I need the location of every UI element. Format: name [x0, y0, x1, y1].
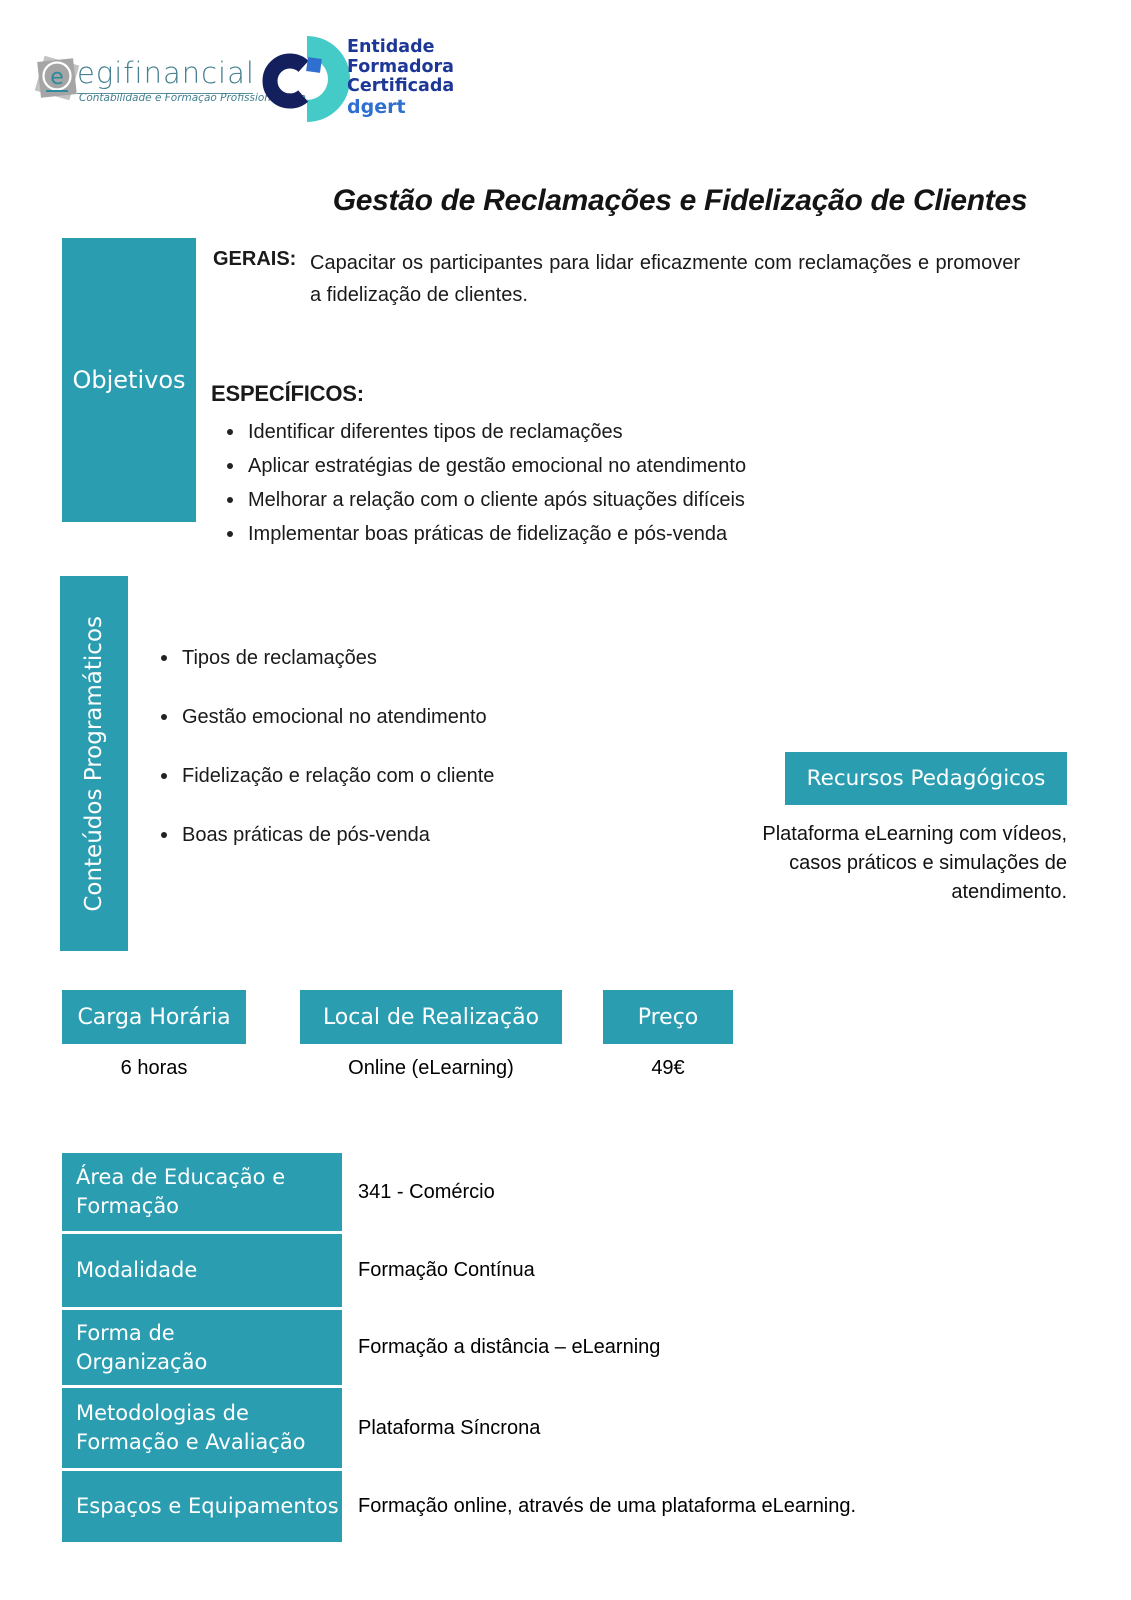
local-realizacao-group: [300, 990, 562, 1080]
detail-value-modalidade: Formação Contínua: [358, 1259, 535, 1281]
list-item-text: Gestão emocional no atendimento: [182, 706, 487, 728]
brand-tagline: Contabilidade e Formação Profissional, Lda.: [79, 92, 310, 104]
list-item: [161, 764, 494, 788]
list-item-text: Melhorar a relação com o cliente após situações difíceis: [248, 489, 745, 511]
detail-label-forma-organizacao: [62, 1310, 342, 1385]
table-row: [62, 1310, 1067, 1385]
recursos-label-text: Recursos Pedagógicos: [806, 766, 1046, 791]
list-item: [227, 420, 746, 444]
bullet-icon: [227, 463, 233, 469]
list-item-text: Fidelização e relação com o cliente: [182, 765, 495, 787]
bullet-icon: [227, 429, 233, 435]
table-row: [62, 1388, 1067, 1468]
local-realizacao-label: Local de Realização: [322, 1004, 540, 1030]
local-realizacao-value: Online (eLearning): [348, 1057, 514, 1079]
list-item: [161, 823, 494, 847]
preco-group: [603, 990, 733, 1080]
carga-horaria-box: [62, 990, 246, 1044]
list-item: [161, 705, 494, 729]
carga-horaria-value: 6 horas: [120, 1057, 188, 1079]
bullet-icon: [227, 531, 233, 537]
list-item-text: Identificar diferentes tipos de reclamações: [248, 421, 623, 443]
objetivos-gerais: [213, 248, 1020, 311]
bullet-icon: [161, 655, 167, 661]
detail-label-espacos: [62, 1471, 342, 1542]
conteudos-label-text: Conteúdos Programáticos: [81, 615, 107, 912]
list-item-text: Boas práticas de pós-venda: [182, 824, 430, 846]
detail-label-text: Modalidade: [76, 1258, 198, 1282]
detail-label-text: Forma de Organização: [76, 1320, 208, 1374]
detail-label-text: Espaços e Equipamentos: [76, 1494, 339, 1518]
badge-line-2: Formadora: [347, 56, 454, 77]
egifinancial-mark-icon: [34, 50, 80, 108]
objetivos-label-text: Objetivos: [72, 366, 186, 394]
dgert-circle-icon: [262, 33, 352, 125]
list-item-text: Tipos de reclamações: [182, 647, 377, 669]
detail-label-text: Metodologias de Formação e Avaliação: [76, 1401, 306, 1454]
preco-box: [603, 990, 733, 1044]
list-item-text: Implementar boas práticas de fidelização e pós-venda: [248, 523, 728, 545]
dgert-badge: [262, 33, 455, 130]
preco-value: 49€: [651, 1057, 685, 1079]
badge-line-1: Entidade: [347, 37, 435, 57]
bullet-icon: [227, 497, 233, 503]
especificos-heading: ESPECÍFICOS:: [211, 381, 364, 406]
list-item: [227, 488, 746, 512]
list-item-text: Aplicar estratégias de gestão emocional no atendimento: [248, 455, 747, 477]
detail-label-text: Área de Educação e Formação: [76, 1165, 286, 1218]
detail-label-area-educacao: [62, 1153, 342, 1231]
local-realizacao-box: [300, 990, 562, 1044]
table-row: [62, 1153, 1067, 1231]
conteudos-section-label: [60, 576, 128, 951]
svg-text:e: e: [50, 65, 64, 90]
list-item: [227, 454, 746, 478]
detail-value-area-educacao: 341 - Comércio: [358, 1180, 495, 1203]
dgert-badge-text: [347, 38, 454, 117]
gerais-text: Capacitar os participantes para lidar eficazmente com reclamações e promover a fidelização de clientes.: [310, 252, 1020, 306]
detail-value-metodologias: Plataforma Síncrona: [358, 1416, 541, 1439]
detail-value-espacos: Formação online, através de uma plataforma eLearning.: [358, 1495, 857, 1517]
list-item: [227, 522, 746, 546]
detail-label-metodologias: [62, 1388, 342, 1468]
objetivos-section-label: [62, 238, 196, 522]
bullet-icon: [161, 773, 167, 779]
course-details-table: [62, 1153, 1067, 1545]
preco-label: Preço: [637, 1004, 699, 1030]
page-title: Gestão de Reclamações e Fidelização de Clientes: [332, 184, 1028, 218]
bullet-icon: [161, 832, 167, 838]
table-row: [62, 1234, 1067, 1307]
detail-label-modalidade: [62, 1234, 342, 1307]
bullet-icon: [161, 714, 167, 720]
badge-line-3: Certificada: [347, 76, 455, 96]
recursos-section-label: [785, 752, 1067, 805]
badge-dgert: dgert: [347, 95, 406, 118]
carga-horaria-label: Carga Horária: [77, 1004, 231, 1030]
recursos-description: Plataforma eLearning com vídeos, casos práticos e simulações de atendimento.: [762, 823, 1067, 903]
list-item: [161, 646, 494, 670]
table-row: [62, 1471, 1067, 1542]
brand-wordmark: egifinancial: [77, 56, 253, 94]
gerais-label: GERAIS:: [213, 248, 297, 270]
especificos-list: [227, 420, 746, 556]
conteudos-list: [161, 646, 494, 882]
detail-value-forma-organizacao: Formação a distância – eLearning: [358, 1336, 661, 1358]
carga-horaria-group: [62, 990, 246, 1080]
